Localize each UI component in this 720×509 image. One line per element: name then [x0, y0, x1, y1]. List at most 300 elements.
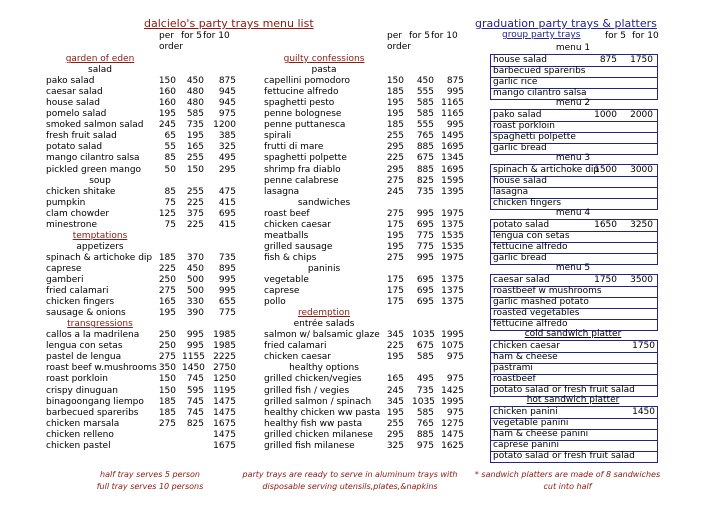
- price-per: 75: [164, 197, 176, 208]
- item-name: penne calabrese: [264, 175, 339, 186]
- price-for5: 450: [186, 263, 204, 274]
- price-per: 225: [386, 341, 404, 352]
- section-title: garden of eden: [65, 54, 135, 64]
- price-per: 195: [158, 109, 176, 120]
- item-name: frutti di mare: [264, 142, 324, 153]
- price-for5: 495: [416, 374, 434, 385]
- menu-box-item: house salad: [493, 55, 547, 65]
- subsection-title: appetizers: [76, 241, 124, 252]
- price-for5: 735: [416, 385, 434, 396]
- page-title-left: dalcielo's party trays menu list: [144, 17, 314, 30]
- item-name: pako salad: [46, 76, 95, 87]
- price-for5: 585: [416, 98, 434, 109]
- menu-box-item: vegetable panini: [493, 418, 569, 428]
- price-per: 150: [158, 385, 176, 396]
- price-for5: 500: [186, 286, 204, 297]
- price-for10: 735: [218, 252, 236, 263]
- menu-box-item: ham & cheese panini: [493, 429, 589, 439]
- price-per: 325: [386, 440, 404, 451]
- item-name: penne bolognese: [264, 109, 342, 120]
- item-name: callos a la madrilena: [46, 330, 140, 341]
- price-for10: 2225: [213, 352, 236, 363]
- menu-box-row: [491, 451, 657, 463]
- price-for5: 225: [186, 197, 204, 208]
- menu-box-price-for5: 1500: [594, 165, 617, 175]
- item-name: lasagna: [264, 186, 300, 197]
- price-for5: 330: [186, 297, 204, 308]
- item-name: grilled chicken milanese: [264, 429, 373, 440]
- price-for10: 1985: [213, 330, 236, 341]
- price-for10: 995: [218, 275, 236, 285]
- item-name: roast porkloin: [46, 374, 108, 385]
- menu-box: [490, 109, 658, 155]
- price-for10: 415: [218, 197, 236, 208]
- header-for10: for 10: [203, 31, 230, 41]
- menu-box-item: chicken caesar: [493, 341, 560, 351]
- price-for5: 375: [186, 208, 204, 219]
- footer-aluminum-trays: party trays are ready to serve in aluminum trays with: [242, 470, 458, 479]
- section-title: redemption: [297, 308, 350, 319]
- price-per: 245: [386, 186, 404, 197]
- price-for5: 765: [416, 418, 434, 429]
- price-for10: 1975: [441, 208, 464, 219]
- price-per: 195: [386, 352, 404, 363]
- price-for5: 995: [416, 208, 434, 219]
- menu-box-item: pastrami: [493, 363, 533, 373]
- price-for5: 500: [186, 275, 204, 285]
- price-for5: 825: [416, 175, 434, 186]
- price-for5: 995: [186, 330, 204, 341]
- price-for5: 195: [186, 131, 204, 142]
- price-per: 250: [158, 341, 176, 352]
- price-for5: 225: [186, 219, 204, 230]
- menu-box: [490, 219, 658, 265]
- item-name: spinach & artichoke dip: [46, 252, 153, 263]
- price-for5: 735: [186, 120, 204, 131]
- price-for5: 555: [416, 87, 434, 98]
- item-name: caesar salad: [46, 87, 103, 98]
- price-for5: 695: [416, 286, 434, 297]
- menu-box: [490, 340, 658, 397]
- price-per: 345: [386, 396, 404, 407]
- subsection-title: pasta: [311, 65, 337, 76]
- menu-box-item: potato salad or fresh fruit salad: [493, 451, 635, 461]
- price-per: 150: [158, 76, 176, 87]
- price-per: 195: [386, 109, 404, 120]
- section-title: transgressions: [67, 319, 133, 330]
- item-name: chicken caesar: [264, 352, 331, 363]
- price-per: 250: [158, 275, 176, 285]
- header-order-mid: order: [387, 42, 411, 52]
- price-for5: 585: [416, 352, 434, 363]
- price-per: 185: [386, 87, 404, 98]
- price-for10: 1250: [213, 374, 236, 385]
- price-for5: 255: [186, 153, 204, 164]
- item-name: clam chowder: [46, 208, 110, 219]
- price-per: 65: [164, 131, 176, 142]
- price-for5: 450: [186, 76, 204, 87]
- price-for10: 1375: [441, 286, 464, 297]
- price-for10: 875: [218, 76, 236, 87]
- footer-sandwich-platters: * sandwich platters are made of 8 sandwiches: [474, 470, 661, 479]
- price-for10: 1075: [441, 341, 464, 352]
- price-for10: 995: [446, 120, 464, 131]
- price-for5: 1450: [182, 363, 205, 374]
- item-name: salmon w/ balsamic glaze: [264, 330, 380, 341]
- menu-box-price-for5: 1750: [594, 275, 617, 285]
- menu-box-item: garlic rice: [493, 77, 538, 87]
- item-name: pickled green mango: [46, 164, 142, 175]
- menu-box-price-for5: 1650: [594, 220, 617, 230]
- header-per-mid: per: [387, 31, 402, 41]
- price-for10: 1375: [441, 297, 464, 308]
- price-for10: 1395: [441, 186, 464, 197]
- menu-box-item: lengua con setas: [493, 231, 570, 241]
- price-for10: 1625: [441, 440, 464, 451]
- price-per: 275: [158, 352, 176, 363]
- menu-box-price-for10: 3500: [630, 275, 653, 285]
- price-for5: 450: [416, 76, 434, 87]
- price-for10: 1495: [441, 131, 464, 142]
- price-per: 185: [158, 396, 176, 407]
- menu-label-2: menu 2: [555, 98, 591, 108]
- menu-box-item: ham & cheese: [493, 352, 558, 362]
- price-for10: 975: [218, 109, 236, 120]
- item-name: penne puttanesca: [264, 120, 346, 131]
- price-for5: 745: [186, 407, 204, 418]
- price-for10: 415: [218, 219, 236, 230]
- item-name: fresh fruit salad: [46, 131, 117, 142]
- item-name: meatballs: [264, 230, 309, 241]
- menu-box-item: roastbeef w mushrooms: [493, 286, 602, 296]
- price-for10: 2750: [213, 363, 236, 374]
- price-per: 275: [386, 208, 404, 219]
- subsection-title: entrée salads: [293, 319, 355, 330]
- price-for10: 775: [218, 308, 236, 319]
- item-name: mango cilantro salsa: [46, 153, 140, 164]
- menu-box-item: lasagna: [493, 187, 529, 197]
- price-per: 160: [158, 87, 176, 98]
- price-per: 165: [158, 297, 176, 308]
- price-for10: 1375: [441, 219, 464, 230]
- price-per: 275: [158, 418, 176, 429]
- price-for5: 150: [186, 164, 204, 175]
- price-for10: 1165: [441, 109, 464, 120]
- menu-box-item: roasted vegetables: [493, 308, 580, 318]
- header-order: order: [159, 42, 183, 52]
- price-for5: 735: [416, 186, 434, 197]
- price-for5: 165: [186, 142, 204, 153]
- header-for5-mid: for 5: [409, 31, 430, 41]
- menu-box-item: roast porkloin: [493, 121, 555, 131]
- price-for5: 585: [186, 109, 204, 120]
- page-title-right: graduation party trays & platters: [475, 17, 657, 30]
- price-for10: 1475: [213, 429, 236, 440]
- item-name: vegetable: [264, 275, 309, 285]
- price-per: 125: [158, 208, 176, 219]
- item-name: pastel de lengua: [46, 352, 122, 363]
- price-for5: 1035: [412, 396, 435, 407]
- price-per: 195: [158, 308, 176, 319]
- price-per: 350: [158, 363, 176, 374]
- footer-serving-note: [70, 469, 230, 493]
- price-for10: 995: [218, 286, 236, 297]
- right-header-for10: for 10: [632, 31, 659, 41]
- price-per: 50: [164, 164, 176, 175]
- item-name: fettucine alfredo: [264, 87, 339, 98]
- price-for10: 1675: [213, 440, 236, 451]
- item-name: chicken relleno: [46, 429, 114, 440]
- subsection-title: healthy options: [289, 363, 359, 374]
- price-per: 150: [158, 374, 176, 385]
- price-per: 195: [386, 407, 404, 418]
- menu-box-item: roastbeef: [493, 374, 536, 384]
- item-name: fish & chips: [264, 252, 317, 263]
- price-for5: 480: [186, 87, 204, 98]
- price-for10: 1475: [213, 407, 236, 418]
- price-for5: 390: [186, 308, 204, 319]
- price-for10: 1985: [213, 341, 236, 352]
- item-name: house salad: [46, 98, 100, 109]
- menu-label-3: menu 3: [555, 153, 591, 163]
- menu-box-item: potato salad or fresh fruit salad: [493, 385, 635, 395]
- price-for5: 695: [416, 275, 434, 285]
- section-title: guilty confessions: [283, 54, 365, 64]
- price-per: 295: [386, 142, 404, 153]
- menu-label-1: menu 1: [555, 43, 591, 53]
- subsection-title: soup: [89, 175, 111, 186]
- footer-full-tray: full tray serves 10 persons: [96, 482, 204, 491]
- price-for10: 295: [218, 164, 236, 175]
- price-per: 245: [158, 120, 176, 131]
- menu-box-price-for5: 875: [599, 55, 617, 65]
- price-per: 275: [386, 252, 404, 263]
- menu-box-item: garlic bread: [493, 143, 547, 153]
- price-per: 225: [386, 153, 404, 164]
- price-for5: 745: [186, 396, 204, 407]
- subsection-title: salad: [88, 65, 112, 76]
- item-name: shrimp fra diablo: [264, 164, 341, 175]
- menu-box: [490, 54, 658, 100]
- menu-box-price: 1450: [632, 407, 655, 417]
- item-name: spaghetti pesto: [264, 98, 335, 109]
- price-for5: 885: [416, 164, 434, 175]
- item-name: smoked salmon salad: [46, 120, 144, 131]
- menu-box-price-for10: 2000: [630, 110, 653, 120]
- price-for5: 1035: [412, 330, 435, 341]
- price-for10: 695: [218, 208, 236, 219]
- item-name: grilled sausage: [264, 241, 333, 252]
- menu-label-5: menu 5: [555, 263, 591, 273]
- price-per: 75: [164, 219, 176, 230]
- price-per: 160: [158, 98, 176, 109]
- menu-box-item: fettucine alfredo: [493, 242, 568, 252]
- item-name: caprese: [46, 263, 82, 274]
- menu-box: [490, 274, 658, 331]
- price-for10: 895: [218, 263, 236, 274]
- menu-box-item: fettucine alfredo: [493, 319, 568, 329]
- price-for10: 1675: [213, 418, 236, 429]
- item-name: chicken marsala: [46, 418, 120, 429]
- price-for10: 1995: [441, 396, 464, 407]
- price-for5: 585: [416, 407, 434, 418]
- menu-box-item: chicken fingers: [493, 198, 562, 208]
- item-name: pomelo salad: [46, 109, 107, 120]
- item-name: lengua con setas: [46, 341, 123, 352]
- price-for5: 745: [186, 374, 204, 385]
- price-per: 165: [386, 374, 404, 385]
- price-per: 245: [386, 385, 404, 396]
- subsection-title: paninis: [307, 263, 341, 274]
- item-name: chicken caesar: [264, 219, 331, 230]
- footer-sandwich-note: [455, 469, 680, 493]
- item-name: grilled fish / vegies: [264, 385, 350, 396]
- price-for10: 495: [218, 153, 236, 164]
- item-name: minestrone: [46, 219, 97, 230]
- item-name: barbecued spareribs: [46, 407, 139, 418]
- price-for5: 595: [186, 385, 204, 396]
- price-for5: 1155: [182, 352, 205, 363]
- price-for10: 1695: [441, 142, 464, 153]
- price-for5: 885: [416, 142, 434, 153]
- price-for5: 775: [416, 230, 434, 241]
- price-for10: 475: [218, 186, 236, 197]
- item-name: binagoongang liempo: [46, 396, 144, 407]
- menu-box-price-for10: 3000: [630, 165, 653, 175]
- price-for5: 695: [416, 219, 434, 230]
- price-for5: 825: [186, 418, 204, 429]
- price-for10: 1475: [213, 396, 236, 407]
- price-for5: 695: [416, 297, 434, 308]
- section-title: temptations: [72, 230, 128, 241]
- menu-box-item: pako salad: [493, 110, 542, 120]
- menu-box-price: 1750: [632, 341, 655, 351]
- menu-box-price-for10: 3250: [630, 220, 653, 230]
- price-for10: 1475: [441, 429, 464, 440]
- menu-label-4: menu 4: [555, 208, 591, 218]
- price-for10: 1595: [441, 175, 464, 186]
- price-for10: 1275: [441, 418, 464, 429]
- item-name: crispy dinuguan: [46, 385, 118, 396]
- price-per: 85: [164, 153, 176, 164]
- price-for5: 775: [416, 241, 434, 252]
- price-for10: 325: [218, 142, 236, 153]
- menu-box-item: garlic mashed potato: [493, 297, 589, 307]
- price-per: 150: [386, 76, 404, 87]
- price-per: 195: [386, 98, 404, 109]
- item-name: chicken pastel: [46, 440, 111, 451]
- item-name: caprese: [264, 286, 300, 297]
- price-for5: 675: [416, 153, 434, 164]
- menu-box-item: house salad: [493, 176, 547, 186]
- price-per: 345: [386, 330, 404, 341]
- price-for5: 480: [186, 98, 204, 109]
- item-name: grilled fish milanese: [264, 440, 355, 451]
- price-for10: 1535: [441, 241, 464, 252]
- price-for10: 1975: [441, 252, 464, 263]
- price-for10: 385: [218, 131, 236, 142]
- price-per: 250: [158, 330, 176, 341]
- menu-box-item: chicken panini: [493, 407, 558, 417]
- price-for10: 975: [446, 374, 464, 385]
- menu-box-item: spinach & artichoke dip: [493, 165, 600, 175]
- price-for5: 995: [186, 341, 204, 352]
- group-party-trays-header: group party trays: [502, 30, 581, 40]
- price-for10: 1195: [213, 385, 236, 396]
- price-for10: 995: [446, 87, 464, 98]
- price-per: 275: [158, 286, 176, 297]
- price-for5: 975: [416, 440, 434, 451]
- price-for10: 1200: [213, 120, 236, 131]
- menu-box-item: potato salad: [493, 220, 550, 230]
- item-name: potato salad: [46, 142, 103, 153]
- price-for5: 765: [416, 131, 434, 142]
- price-for10: 975: [446, 352, 464, 363]
- price-for10: 1535: [441, 230, 464, 241]
- menu-box-item: spaghetti polpette: [493, 132, 576, 142]
- price-for5: 885: [416, 429, 434, 440]
- item-name: roast beef w.mushrooms: [46, 363, 157, 374]
- price-per: 195: [386, 241, 404, 252]
- price-for10: 1165: [441, 98, 464, 109]
- item-name: spaghetti polpette: [264, 153, 347, 164]
- subsection-title: sandwiches: [297, 197, 351, 208]
- price-per: 255: [386, 131, 404, 142]
- price-for5: 555: [416, 120, 434, 131]
- item-name: pollo: [264, 297, 286, 308]
- item-name: pumpkin: [46, 197, 86, 208]
- item-name: fried calamari: [264, 341, 327, 352]
- price-per: 175: [386, 219, 404, 230]
- price-per: 185: [386, 120, 404, 131]
- price-per: 295: [386, 164, 404, 175]
- price-per: 175: [386, 275, 404, 285]
- item-name: roast beef: [264, 208, 310, 219]
- header-per: per: [159, 31, 174, 41]
- item-name: healthy chicken ww pasta: [264, 407, 381, 418]
- price-per: 225: [158, 263, 176, 274]
- price-for10: 655: [218, 297, 236, 308]
- price-per: 275: [386, 175, 404, 186]
- menu-box-item: caesar salad: [493, 275, 550, 285]
- footer-cut-in-half: cut into half: [543, 482, 592, 491]
- price-for10: 1375: [441, 275, 464, 285]
- hot-sandwich-label: hot sandwich platter: [526, 395, 620, 405]
- menu-box-price-for5: 1000: [594, 110, 617, 120]
- price-for10: 1425: [441, 385, 464, 396]
- price-for10: 1695: [441, 164, 464, 175]
- menu-box-item: garlic bread: [493, 253, 547, 263]
- menu-box-item: barbecued spareribs: [493, 66, 586, 76]
- price-for10: 945: [218, 98, 236, 109]
- item-name: chicken shitake: [46, 186, 116, 197]
- menu-box-item: caprese panini: [493, 440, 559, 450]
- menu-box-price-for10: 1750: [630, 55, 653, 65]
- item-name: capellini pomodoro: [264, 76, 351, 87]
- menu-box: [490, 406, 658, 463]
- price-per: 195: [386, 230, 404, 241]
- price-for5: 370: [186, 252, 204, 263]
- item-name: grilled salmon / spinach: [264, 396, 372, 407]
- price-for10: 875: [446, 76, 464, 87]
- price-per: 185: [158, 407, 176, 418]
- price-for5: 255: [186, 186, 204, 197]
- item-name: sausage & onions: [46, 308, 126, 319]
- price-per: 175: [386, 286, 404, 297]
- price-for5: 675: [416, 341, 434, 352]
- footer-half-tray: half tray serves 5 person: [100, 470, 200, 479]
- price-for5: 585: [416, 109, 434, 120]
